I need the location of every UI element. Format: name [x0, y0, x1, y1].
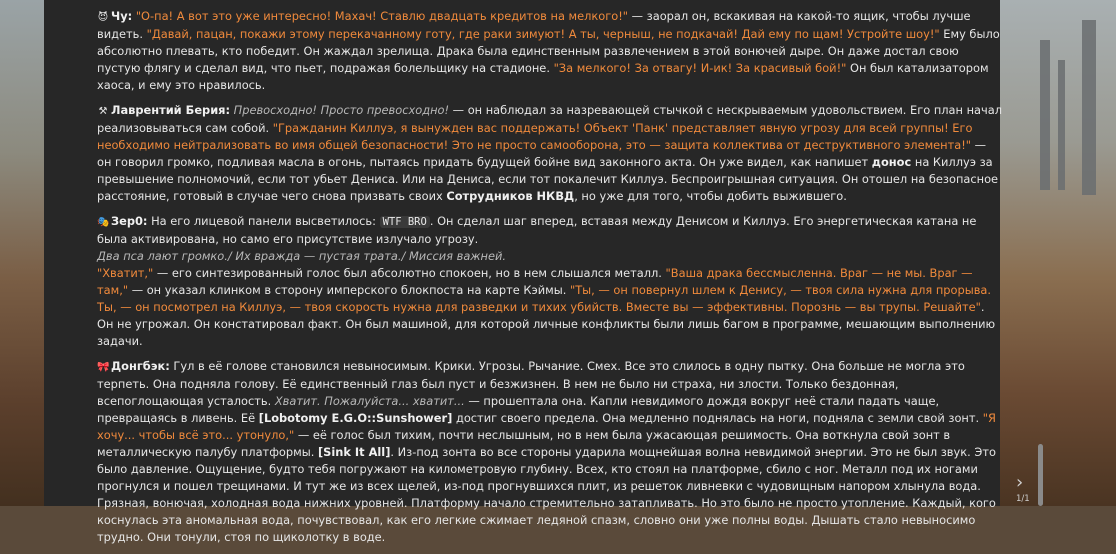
devil-icon: 😈	[97, 12, 109, 23]
message-zer0	[97, 213, 1002, 350]
narration: достиг своего предела. Она медленно поднялась на ноги, подняла с земли свой зонт.	[452, 411, 983, 425]
narration: , но уже для того, чтобы добить выжившего.	[574, 189, 847, 203]
chat-panel	[44, 0, 1030, 544]
narration: на Киллуэ за превышение полномочий, если тот убьет Дениса. Или на Дениса, если тот покалечит Киллуэ. Беспроигрышная ситуация. Он отошел на безопасное расстояние, готовый в случае чего снова призвать своих	[97, 155, 999, 203]
quote: "О-па! А вот это уже интересно! Махач! Ставлю двадцать кредитов на мелкого!"	[135, 9, 629, 23]
narration: — её голос был тихим, почти неслышным, но в нем была ужасающая решимость. Она воткнула свой зонт в металлическую палубу платформы.	[97, 428, 951, 459]
narration: Гул в её голове становился невыносимым. Крики. Угрозы. Рычание. Смех. Все это слилось в одну пытку. Она больше не могла это терпеть. Она подняла голову. Её единственный глаз был пуст и безжизнен. В нем не было ни страха, ни злости. Только бездонная, всепоглощающая усталость.	[97, 359, 965, 408]
next-arrow-icon[interactable]: ›	[1016, 472, 1024, 493]
haiku: Два пса лают громко./ Их вражда — пустая трата./ Миссия важней.	[97, 249, 507, 263]
message-list	[97, 8, 1002, 554]
narration: . Он сделал шаг вперед, вставая между Денисом и Киллуэ. Его энергетическая катана не была активирована, но само его присутствие излучало угрозу.	[97, 214, 977, 246]
masks-icon: 🎭	[97, 217, 110, 228]
narration: Ему было абсолютно плевать, кто победит. Он жаждал зрелища. Драка была единственным развлечением в этой вонючей дыре. Он даже достал свою пустую флягу и сделал вид, что пьет, подражая болельщику на стадионе.	[97, 27, 1000, 75]
bold-term: Сотрудников НКВД	[446, 189, 575, 203]
quote: "За мелкого! За отвагу! И-ик! За красивый бой!"	[553, 61, 847, 75]
background-right	[1000, 0, 1116, 506]
quote: "Я хочу... чтобы всё это... утонуло,"	[97, 411, 996, 442]
speaker-name: Чу:	[111, 9, 133, 23]
narration: — прошептала она. Капли невидимого дождя вокруг неё стали падать чаще, превращаясь в ливень. Её	[97, 394, 940, 425]
ribbon-icon: 🎀	[97, 362, 110, 373]
bold-term: донос	[871, 155, 912, 169]
speaker-name: Лаврентий Берия:	[111, 103, 231, 117]
quote: "Давай, пацан, покажи этому перекачанному готу, где раки зимуют! А ты, черныш, не подкачай! Дай ему по щам! Устройте шоу!"	[146, 27, 940, 41]
speaker-name: Донгбэк:	[111, 359, 170, 373]
narration: — он указал клинком в сторону имперского блокпоста на карте Кэймы.	[128, 283, 570, 297]
narration: — он говорил громко, подливая масла в огонь, пытаясь придать будущей бойне вид законного акта. Он уже видел, как напишет	[97, 138, 987, 169]
speaker-name: Зер0:	[111, 214, 148, 228]
narration: Он был катализатором хаоса, и ему это нравилось.	[97, 61, 989, 92]
page-counter: 1/1	[1016, 494, 1030, 504]
quote: "Гражданин Киллуэ, я вынужден вас поддержать! Объект 'Панк' представляет явную угрозу для всей группы! Его необходимо нейтрализовать во имя общей безопасности! Это не просто самооборона, это — защита коллектива от деструктивного элемента!"	[97, 121, 973, 152]
narration: . Он не угрожал. Он констатировал факт. Он был машиной, для которой личные конфликты были лишь багом в программе, мешающим выполнению задачи.	[97, 300, 996, 348]
quote: "Хватит,"	[97, 266, 154, 280]
narration: — заорал он, вскакивая на какой-то ящик, чтобы лучше видеть.	[97, 9, 971, 41]
bold-term: [Lobotomy E.G.O::Sunshower]	[258, 411, 453, 425]
inline-code: WTF BRO	[380, 216, 430, 228]
narration: . Из-под зонта во все стороны ударила мощнейшая волна невидимой энергии. Это не был звук. Это было давление. Ощущение, будто тебя погружают на километровую глубину. Всех, кто стоял на платформе, сбило с ног. Металл под их ногами прогнулся и пошел трещинами. И тут же из всех щелей, из-под прогнувшихся плит, из решеток ливневки с чудовищным напором хлынула вода. Грязная, вонючая, холодная вода нижних уровней. Платформу начало стремительно затапливать. Но это было не просто утопление. Каждый, кого коснулась эта аномальная вода, почувствовал, как его легкие сжимает ледяной спазм, словно они уже полны воды. Дышать стало невыносимо трудно. Они тонули, стоя по щиколотку в воде.	[97, 445, 996, 544]
quote: "Ваша драка бессмысленна. Враг — не мы. Враг — там,"	[97, 266, 973, 297]
quote: "Ты, — он повернул шлем к Денису, — твоя сила нужна для прорыва. Ты, — он посмотрел на Киллуэ, — твоя скорость нужна для разведки и тихих убийств. Вместе вы — эффективны. Порознь — вы трупы. Решайте"	[97, 283, 992, 314]
bold-term: [Sink It All]	[317, 445, 391, 459]
message-beria	[97, 102, 1002, 205]
message-dongbaek	[97, 358, 1002, 546]
thought: Превосходно! Просто превосходно!	[230, 103, 450, 117]
background-left	[0, 0, 44, 506]
hammer-pick-icon: ⚒	[98, 106, 108, 117]
whisper: Хватит. Пожалуйста... хватит...	[274, 394, 465, 408]
narration: — его синтезированный голос был абсолютно спокоен, но в нем слышался металл.	[153, 266, 666, 280]
narration: На его лицевой панели высветилось:	[147, 214, 380, 228]
message-chu	[97, 8, 1002, 94]
scrollbar-thumb[interactable]	[1038, 444, 1043, 506]
narration: — он наблюдал за назревающей стычкой с нескрываемым удовольствием. Его план начал реализовываться сам собой.	[97, 103, 1003, 135]
